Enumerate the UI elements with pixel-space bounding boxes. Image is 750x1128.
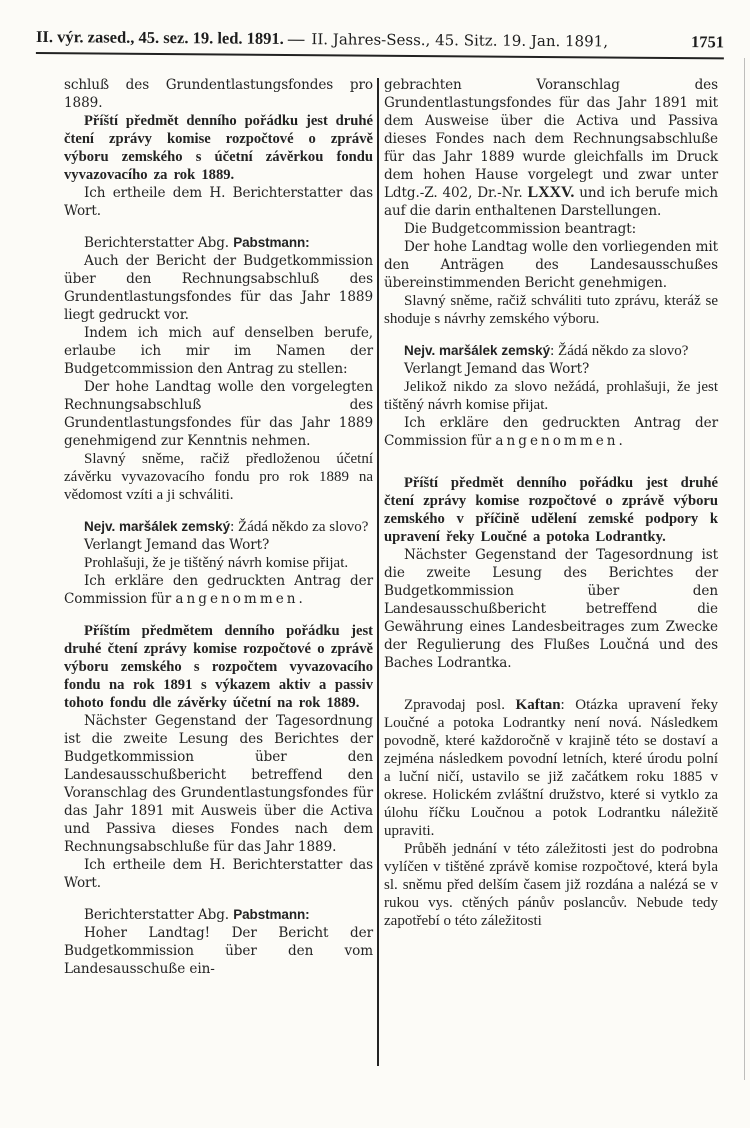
- text-segment: .: [298, 591, 303, 607]
- text-segment: Příštím předmětem denního pořádku jest druhé čtení zprávy komise rozpočtové o zprávě výboru zemského s rozpočtem vyvazovacího fondu na rok 1891 s výkazem aktiv a passiv tohoto fondu dle závěrky účetní na rok 1889.: [64, 623, 373, 711]
- paragraph: [64, 554, 373, 572]
- text-segment: : Žádá někdo za slovo?: [550, 343, 689, 359]
- paragraph: [384, 292, 718, 328]
- page-number: 1751: [690, 32, 725, 52]
- paragraph: [384, 414, 718, 450]
- paragraph: [64, 112, 373, 184]
- text-segment: Berichterstatter Abg.: [84, 907, 234, 923]
- paragraph: [64, 76, 373, 112]
- speaker-name: Nejv. maršálek zemský: [84, 519, 231, 534]
- paragraph: [384, 220, 718, 238]
- paragraph: [64, 712, 373, 856]
- text-segment: Die Budgetcommission beantragt:: [404, 221, 637, 237]
- paragraph: [64, 906, 373, 924]
- paragraph: [64, 450, 373, 504]
- paragraph: [384, 342, 718, 360]
- paragraph: [64, 324, 373, 378]
- page-header: [36, 27, 724, 59]
- text-segment: Ich ertheile dem H. Berichterstatter das Wort.: [64, 185, 373, 219]
- text-segment: schluß des Grundentlastungsfondes pro 1889.: [64, 77, 373, 111]
- paragraph: [64, 518, 373, 536]
- scan-edge-line: [744, 58, 745, 1080]
- text-segment: : Otázka upravení řeky Loučné a potoka Lodrantky není nová. Následkem povodně, které každoročně v krajině této se dostaví a zejména následkem povodní letních, které úrodu polní a luční ničí, ustavilo se již začátkem roku 1885 v okrese. Holickém zvláštní družstvo, které si vytklo za úlohu říčku Loučnou a potok Lodrantku náležitě upraviti.: [384, 697, 718, 839]
- text-segment: Příští předmět denního pořádku jest druhé čtení zprávy komise rozpočtové o zprávě výboru zemského v příčině udělení zemské podpory k upravení řeky Loučné a potoka Lodrantky.: [384, 475, 718, 545]
- column-divider-rule: [377, 78, 379, 1066]
- paragraph: [384, 238, 718, 292]
- paragraph: [64, 622, 373, 712]
- text-segment: und ich berufe mich auf die darin enthaltenen Darstellungen.: [384, 185, 718, 219]
- paragraph: [64, 378, 373, 450]
- text-segment: Hoher Landtag! Der Bericht der Budgetkommission über den vom Landesausschuße ein-: [64, 925, 373, 977]
- right-column: [384, 76, 718, 930]
- speaker-name: Kaftan: [515, 697, 561, 713]
- text-segment: gebrachten Voranschlag des Grundentlastungsfondes für das Jahr 1891 mit dem Ausweise über die Activa und Passiva dieses Fondes nach dem Rechnungsabschluße für das Jahr 1889 wurde gleichfalls im Druck dem hohen Hause vorgelegt und zwar unter Ldtg.-Z. 402, Dr.-Nr.: [384, 77, 718, 201]
- text-segment: Prohlašuji, že je tištěný návrh komise přijat.: [84, 555, 349, 571]
- text-segment: Zpravodaj posl.: [404, 697, 516, 713]
- header-session-czech: II. výr. zased., 45. sez. 19. led. 1891. —: [35, 27, 305, 49]
- text-segment: : Žádá někdo za slovo?: [230, 519, 369, 535]
- text-segment: Verlangt Jemand das Wort?: [84, 537, 270, 553]
- paragraph: [64, 536, 373, 554]
- header-session-german: II. Jahres-Sess., 45. Sitz. 19. Jan. 1891,: [311, 30, 609, 51]
- text-segment: Berichterstatter Abg.: [84, 235, 234, 251]
- text-segment: Der hohe Landtag wolle den vorgelegten Rechnungsabschluß des Grundentlastungsfondes für das Jahr 1889 genehmigend zur Kenntnis nehmen.: [64, 379, 373, 449]
- paragraph: [64, 924, 373, 978]
- text-segment: Ich ertheile dem H. Berichterstatter das Wort.: [64, 857, 373, 891]
- text-segment: angenommen: [495, 433, 619, 449]
- text-segment: Průběh jednání v této záležitosti jest do podrobna vylíčen v tištěné zprávě komise rozpočtové, která byla sl. sněmu před delším časem již rozdána a nalézá se v rukou vys. ctěných pánův poslancův. Nebude tedy zapotřebí o této záležitosti: [384, 841, 718, 929]
- paragraph: [384, 474, 718, 546]
- text-segment: Nächster Gegenstand der Tagesordnung ist die zweite Lesung des Berichtes der Budgetkommission über den Landesausschußbericht betreffend den Voranschlag des Grundentlastungsfondes für das Jahr 1891 mit Ausweis über die Activa und Passiva dieses Fondes nach dem Rechnungsabschluße für das Jahr 1889.: [64, 713, 373, 855]
- paragraph: [64, 856, 373, 892]
- speaker-name: Pabstmann:: [233, 235, 310, 250]
- text-segment: .: [618, 433, 623, 449]
- paragraph: [384, 546, 718, 672]
- text-segment: Příští předmět denního pořádku jest druhé čtení zprávy komise rozpočtové o zprávě výboru zemského s účetní závěrkou fondu vyvazovacího za rok 1889.: [64, 113, 373, 183]
- paragraph: [384, 378, 718, 414]
- text-segment: Nächster Gegenstand der Tagesordnung ist die zweite Lesung des Berichtes der Budgetkommission über den Landesausschußbericht betreffend die Gewährung eines Landesbeitrages zum Zwecke der Regulierung des Flußes Loučná und des Baches Lodrantka.: [384, 547, 718, 671]
- paragraph: [384, 76, 718, 220]
- text-segment: LXXV.: [527, 184, 575, 201]
- text-segment: Slavný sněme, račiž schváliti tuto zprávu, kteráž se shoduje s návrhy zemského výboru.: [384, 293, 718, 327]
- left-column: [64, 76, 373, 978]
- paragraph: [64, 572, 373, 608]
- text-segment: Ich erkläre den gedruckten Antrag der Commission für: [64, 573, 373, 607]
- text-segment: Commission für: [384, 433, 496, 449]
- text-segment: Der hohe Landtag wolle den vorliegenden mit den Anträgen des Landesausschußes übereinstimmenden Bericht genehmigen.: [384, 239, 718, 291]
- paragraph: [384, 360, 718, 378]
- speaker-name: Pabstmann:: [233, 907, 310, 922]
- paragraph: [384, 840, 718, 930]
- speaker-name: Nejv. maršálek zemský: [404, 343, 551, 358]
- paragraph: [384, 696, 718, 840]
- text-segment: Ich erkläre den gedruckten Antrag der: [404, 415, 718, 431]
- paragraph: [64, 252, 373, 324]
- text-segment: Jelikož nikdo za slovo nežádá, prohlašuji, že jest tištěný návrh komise přijat.: [384, 379, 718, 413]
- text-segment: Slavný sněme, račiž předloženou účetní závěrku vyvazovacího fondu pro rok 1889 na vědomost vzíti a ji schváliti.: [64, 451, 373, 503]
- text-segment: Verlangt Jemand das Wort?: [404, 361, 590, 377]
- paragraph: [64, 184, 373, 220]
- paragraph: [64, 234, 373, 252]
- text-segment: angenommen: [175, 591, 299, 607]
- text-segment: Indem ich mich auf denselben berufe, erlaube ich mir im Namen der Budgetcommission den Antrag zu stellen:: [64, 325, 373, 377]
- text-segment: Auch der Bericht der Budgetkommission über den Rechnungsabschluß des Grundentlastungsfondes für das Jahr 1889 liegt gedruckt vor.: [64, 253, 373, 323]
